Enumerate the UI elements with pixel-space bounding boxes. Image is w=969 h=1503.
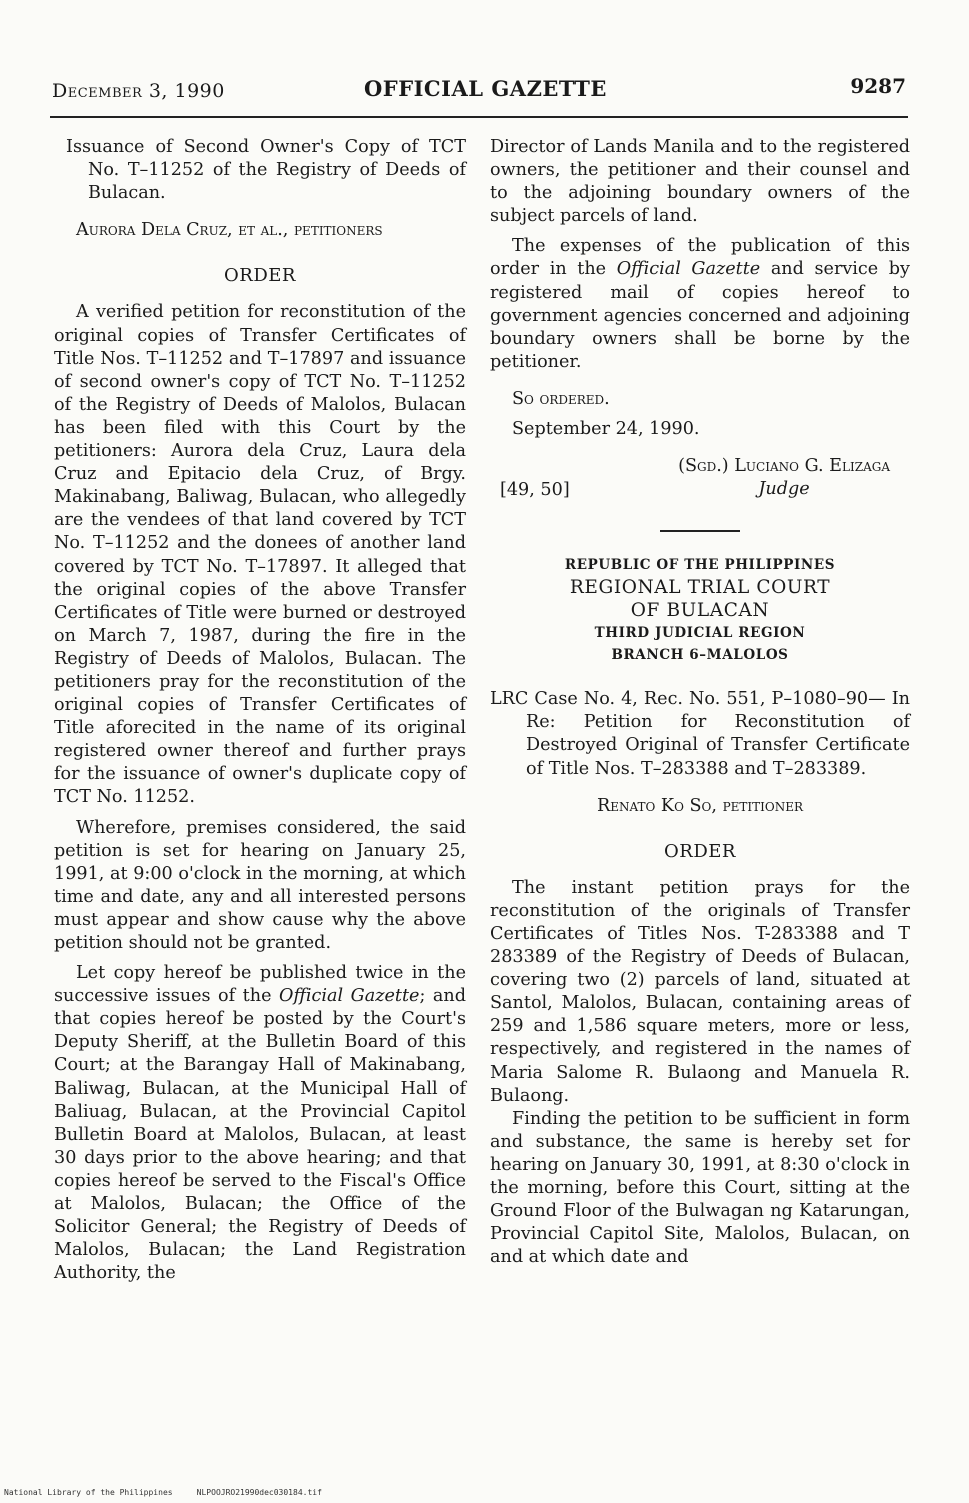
court-name-line-1: REGIONAL TRIAL COURT <box>569 577 831 599</box>
court-region: THIRD JUDICIAL REGION <box>594 625 806 642</box>
judge-signature: (Sgd.) Luciano G. Elizaga Judge <box>678 455 910 502</box>
order-paragraph-1: A verified petition for reconstitution of the original copies of Transfer Certificates of Title Nos. T–11252 and T–17897 and issuance of second owner's copy of TCT No. T–11252 of the Registry of Deeds of Malolos, Bulacan has been filed with this Court by the petitioners: Aurora dela Cruz, Laura dela Cruz and Epitacio dela Cruz, of Brgy. Makinabang, Baliwag, Bulacan, who allegedly are the vendees of that land covered by TCT No. T–11252 and the donees of another land covered by TCT No. T–17897. It alleged that the original copies of the above Transfer Certificates of Title were burned or destroyed on March 7, 1987, during the fire in the Registry of Deeds of Malolos, Bulacan. The petitioners pray for the reconstitution of the original copies of Transfer Certificates of Title aforecited in the name of its original registered owner thereof and further prays for the issuance of owner's duplicate copy of TCT No. 11252. <box>54 302 466 808</box>
petitioners: Aurora Dela Cruz, et al., petitioners <box>76 220 383 241</box>
order-heading: ORDER <box>224 265 296 287</box>
publication-title: OFFICIAL GAZETTE <box>364 76 607 101</box>
issue-date: December 3, 1990 <box>52 80 225 102</box>
reference-number: [49, 50] <box>500 480 570 501</box>
library-credit: National Library of the Philippines <box>4 1488 173 1497</box>
so-ordered: So ordered. <box>512 388 610 409</box>
case-title: Issuance of Second Owner's Copy of TCT No. T–11252 of the Registry of Deeds of Bulacan. <box>66 137 466 204</box>
left-column <box>54 136 466 1285</box>
expenses-paragraph: The expenses of the publication of this order in the Official Gazette and service by registered mail of copies hereof to government agencies concerned and adjoining boundary owners shall be borne by the petitioner. <box>490 236 911 372</box>
order-paragraph-3: Let copy hereof be published twice in the successive issues of the Official Gazette; and that copies hereof be posted by the Court's Deputy Sheriff, at the Bulletin Board of this Court; at the Barangay Hall of Makinabang, Baliwag, Bulacan, at the Municipal Hall of Baliuag, Bulacan, at the Provincial Capitol Bulletin Board at Malolos, Bulacan, at least 30 days prior to the above hearing; and that copies hereof be served to the Fiscal's Office at Malolos, Bulacan; the Office of the Solicitor General; the Registry of Deeds of Malolos, Bulacan; the Land Registration Authority, the <box>54 963 467 1284</box>
case-title-2: LRC Case No. 4, Rec. No. 551, P–1080–90— In Re: Petition for Reconstitution of Destroyed Original of Transfer Certificate of Title Nos. T–283388 and T–283389. <box>490 689 910 779</box>
continued-paragraph: Director of Lands Manila and to the registered owners, the petitioner and their counsel and to the adjoining boundary owners of the subject parcels of land. <box>490 137 910 227</box>
order2-paragraph-1: The instant petition prays for the reconstitution of the originals of Transfer Certificates of Titles Nos. T-283388 and T 283389 of the Registry of Deeds of Bulacan, covering two (2) parcels of land, situated at Santol, Malolos, Bulacan, containing areas of 259 and 1,586 square meters, more or less, respectively, and registered in the names of Maria Salome R. Bulaong and Manuela R. Bulaong. <box>490 877 910 1106</box>
order-paragraph-2: Wherefore, premises considered, the said petition is set for hearing on January 25, 1991, at 9:00 o'clock in the morning, at which time and date, any and all interested persons must appear and show cause why the above petition should not be granted. <box>54 817 466 953</box>
file-identifier: NLPOOJRO21990dec030184.tif <box>196 1488 322 1497</box>
page-number: 9287 <box>850 74 906 98</box>
section-divider <box>660 530 740 532</box>
order-date: September 24, 1990. <box>512 419 700 440</box>
petitioner-2: Renato Ko So, petitioner <box>596 795 804 816</box>
signature-block <box>490 455 910 502</box>
right-column <box>490 136 910 1269</box>
court-name-line-2: OF BULACAN <box>630 600 770 622</box>
order2-paragraph-2: Finding the petition to be sufficient in form and substance, the same is hereby set for hearing on January 30, 1991, at 8:30 o'clock in the morning, before this Court, sitting at the Ground Floor of the Bulwagan ng Katarungan, Provincial Capitol Site, Malolos, Bulacan, on and at which date and <box>490 1108 910 1268</box>
header-rule <box>50 116 908 118</box>
scan-footer <box>4 1488 322 1497</box>
page-header <box>52 74 910 108</box>
judge-title: Judge <box>758 479 810 500</box>
court-branch: BRANCH 6–MALOLOS <box>611 647 789 664</box>
court-republic: REPUBLIC OF THE PHILIPPINES <box>564 557 836 574</box>
order-heading-2: ORDER <box>664 840 736 862</box>
